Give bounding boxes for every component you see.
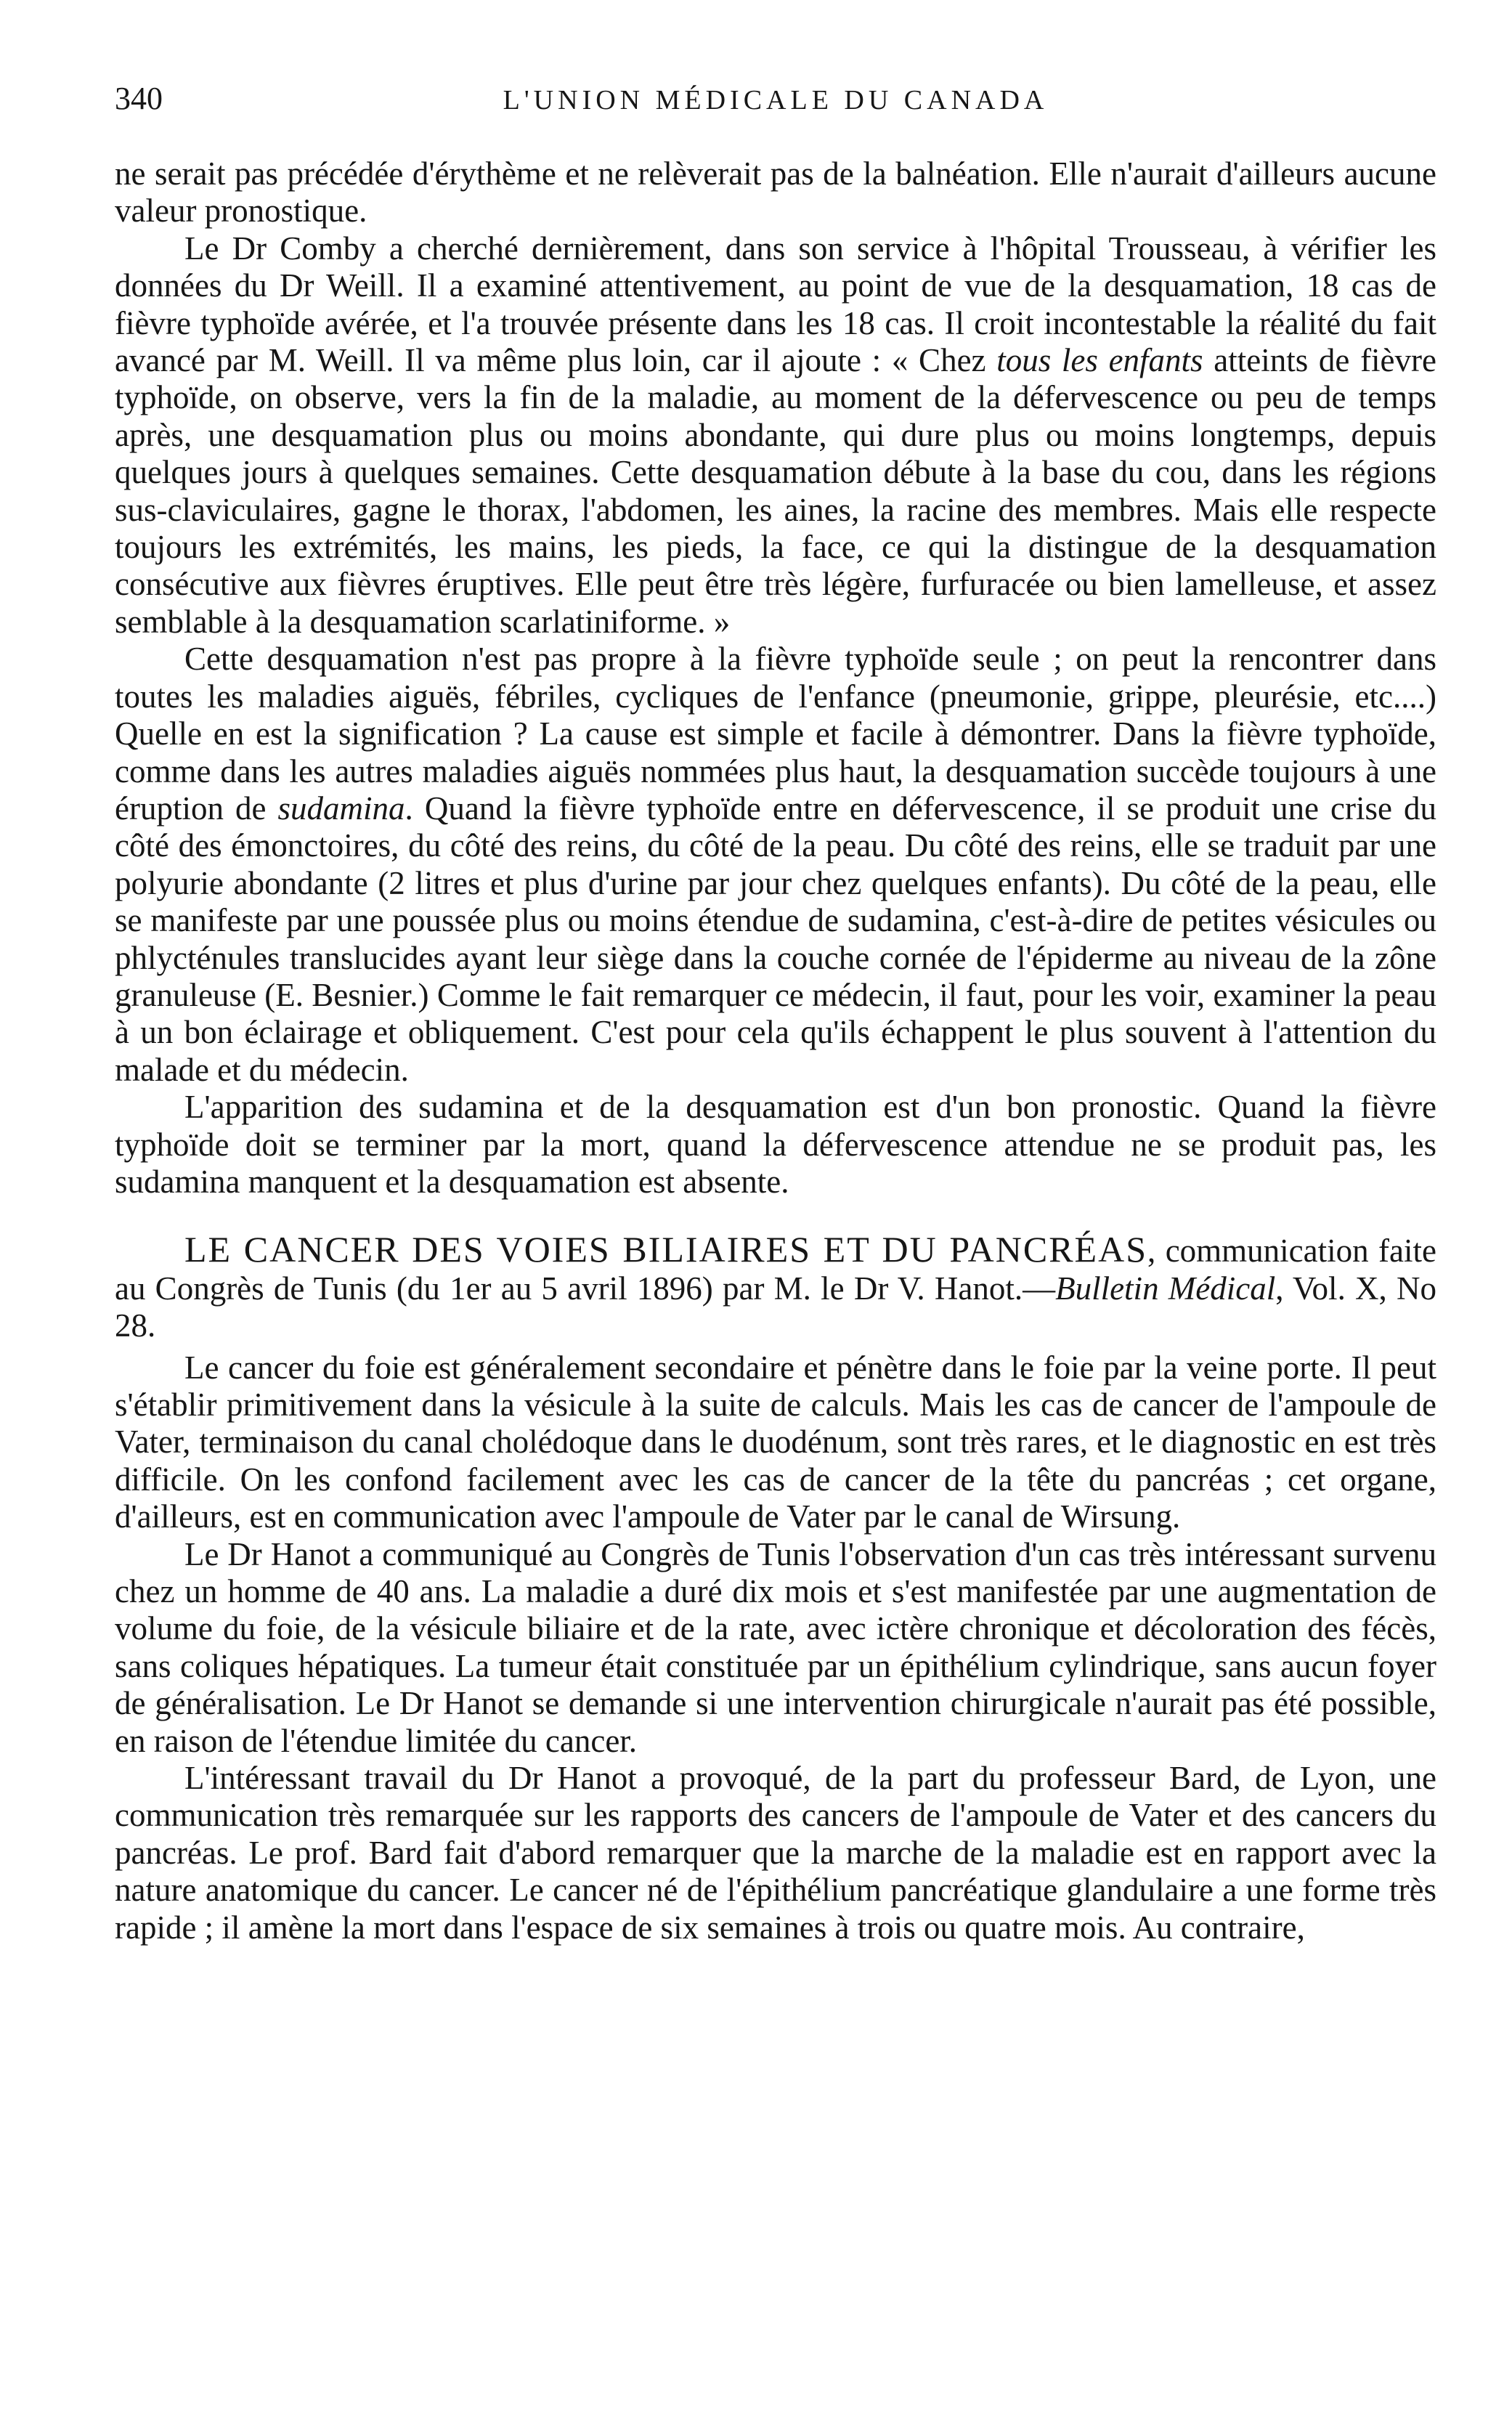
source-volume: , Vol. X, No 28.: [115, 1270, 1436, 1344]
paragraph-text: . Quand la fièvre typhoïde entre en défervescence, il se produit une crise du côté des émonctoires, du côté des reins, du côté de la peau. Du côté des reins, elle se traduit par une polyurie abondante (2 litres et plus d'urine par jour chez quelques enfants). Du côté de la peau, elle se manifeste par une poussée plus ou moins étendue de sudamina, c'est-à-dire de petites vésicules ou phlycténules translucides ayant leur siège dans la couche cornée de l'épiderme au niveau de la zône granuleuse (E. Besnier.) Comme le fait remarquer ce médecin, il faut, pour les voir, examiner la peau à un bon éclairage et obliquement. C'est pour cela qu'ils échappent le plus souvent à l'attention du malade et du médecin.: [115, 789, 1437, 1088]
article-title-rest: , communication faite au Congrès de Tunis (du 1er au 5 avril 1896) par M. le Dr V. Hanot.—: [115, 1233, 1436, 1307]
paragraph-comby: [115, 230, 1436, 641]
italic-emphasis: tous les enfants: [996, 342, 1203, 379]
italic-emphasis: sudamina: [277, 789, 405, 827]
source-journal: Bulletin Médical: [1055, 1270, 1276, 1307]
paragraph-liver-cancer: Le cancer du foie est généralement secondaire et pénètre dans le foie par la veine porte. Il peut s'établir primitivement dans la vésicule à la suite de calculs. Mais les cas de cancer de l'ampoule de Vater, terminaison du canal cholédoque dans le duodénum, sont très rares, et le diagnostic en est très difficile. On les confond facilement avec les cas de cancer de la tête du pancréas ; cet organe, d'ailleurs, est en communication avec l'ampoule de Vater par le canal de Wirsung.: [115, 1349, 1436, 1535]
article-heading: [115, 1231, 1436, 1344]
journal-page: [115, 80, 1436, 1946]
article-title: LE CANCER DES VOIES BILIAIRES ET DU PANCRÉAS: [184, 1229, 1148, 1270]
paragraph-desquamation: [115, 641, 1436, 1089]
paragraph-text: Le Dr Comby a cherché dernièrement, dans son service à l'hôpital Trousseau, à vérifier les données du Dr Weill. Il a examiné attentivement, au point de vue de la desquamation, 18 cas de fièvre typhoïde avérée, et l'a trouvée présente dans les 18 cas. Il croit incontestable la réalité du fait avancé par M. Weill. Il va même plus loin, car il ajoute : « Chez: [115, 230, 1436, 379]
paragraph-prognosis: L'apparition des sudamina et de la desquamation est d'un bon pronostic. Quand la fièvre typhoïde doit se terminer par la mort, quand la défervescence attendue ne se produit pas, les sudamina manquent et la desquamation est absente.: [115, 1089, 1436, 1200]
paragraph-text: Cette desquamation n'est pas propre à la fièvre typhoïde seule ; on peut la rencontrer dans toutes les maladies aiguës, fébriles, cycliques de l'enfance (pneumonie, grippe, pleurésie, etc....) Quelle en est la signification ? La cause est simple et facile à démontrer. Dans la fièvre typhoïde, comme dans les autres maladies aiguës nommées plus haut, la desquamation succède toujours à une éruption de: [115, 641, 1436, 827]
paragraph-bard: L'intéressant travail du Dr Hanot a provoqué, de la part du professeur Bard, de Lyon, une communication très remarquée sur les rapports des cancers de l'ampoule de Vater et des cancers du pancréas. Le prof. Bard fait d'abord remarquer que la marche de la maladie est en rapport avec la nature anatomique du cancer. Le cancer né de l'épithélium pancréatique glandulaire a une forme très rapide ; il amène la mort dans l'espace de six semaines à trois ou quatre mois. Au contraire,: [115, 1760, 1436, 1946]
paragraph-hanot-case: Le Dr Hanot a communiqué au Congrès de Tunis l'observation d'un cas très intéressant survenu chez un homme de 40 ans. La maladie a duré dix mois et s'est manifestée par une augmentation de volume du foie, de la vésicule biliaire et de la rate, avec ictère chronique et décoloration des fécès, sans coliques hépatiques. La tumeur était constituée par un épithélium cylindrique, sans aucun foyer de généralisation. Le Dr Hanot se demande si une intervention chirurgicale n'aurait pas été possible, en raison de l'étendue limitée du cancer.: [115, 1535, 1436, 1759]
paragraph-continuation: ne serait pas précédée d'érythème et ne relèverait pas de la balnéation. Elle n'aurait d'ailleurs aucune valeur pronostique.: [115, 155, 1436, 230]
journal-title: L'UNION MÉDICALE DU CANADA: [503, 85, 1049, 115]
section-gap: [115, 1201, 1436, 1231]
running-head: [115, 80, 1436, 123]
page-number: 340: [115, 81, 163, 116]
paragraph-text: atteints de fièvre typhoïde, on observe, vers la fin de la maladie, au moment de la défervescence ou peu de temps après, une desquamation plus ou moins abondante, qui dure plus ou moins longtemps, depuis quelques jours à quelques semaines. Cette desquamation débute à la base du cou, dans les régions sus-claviculaires, gagne le thorax, l'abdomen, les aines, la racine des membres. Mais elle respecte toujours les extrémités, les mains, les pieds, la face, ce qui la distingue de la desquamation consécutive aux fièvres éruptives. Elle peut être très légère, furfuracée ou bien lamelleuse, et assez semblable à la desquamation scarlatiniforme. »: [115, 342, 1436, 640]
